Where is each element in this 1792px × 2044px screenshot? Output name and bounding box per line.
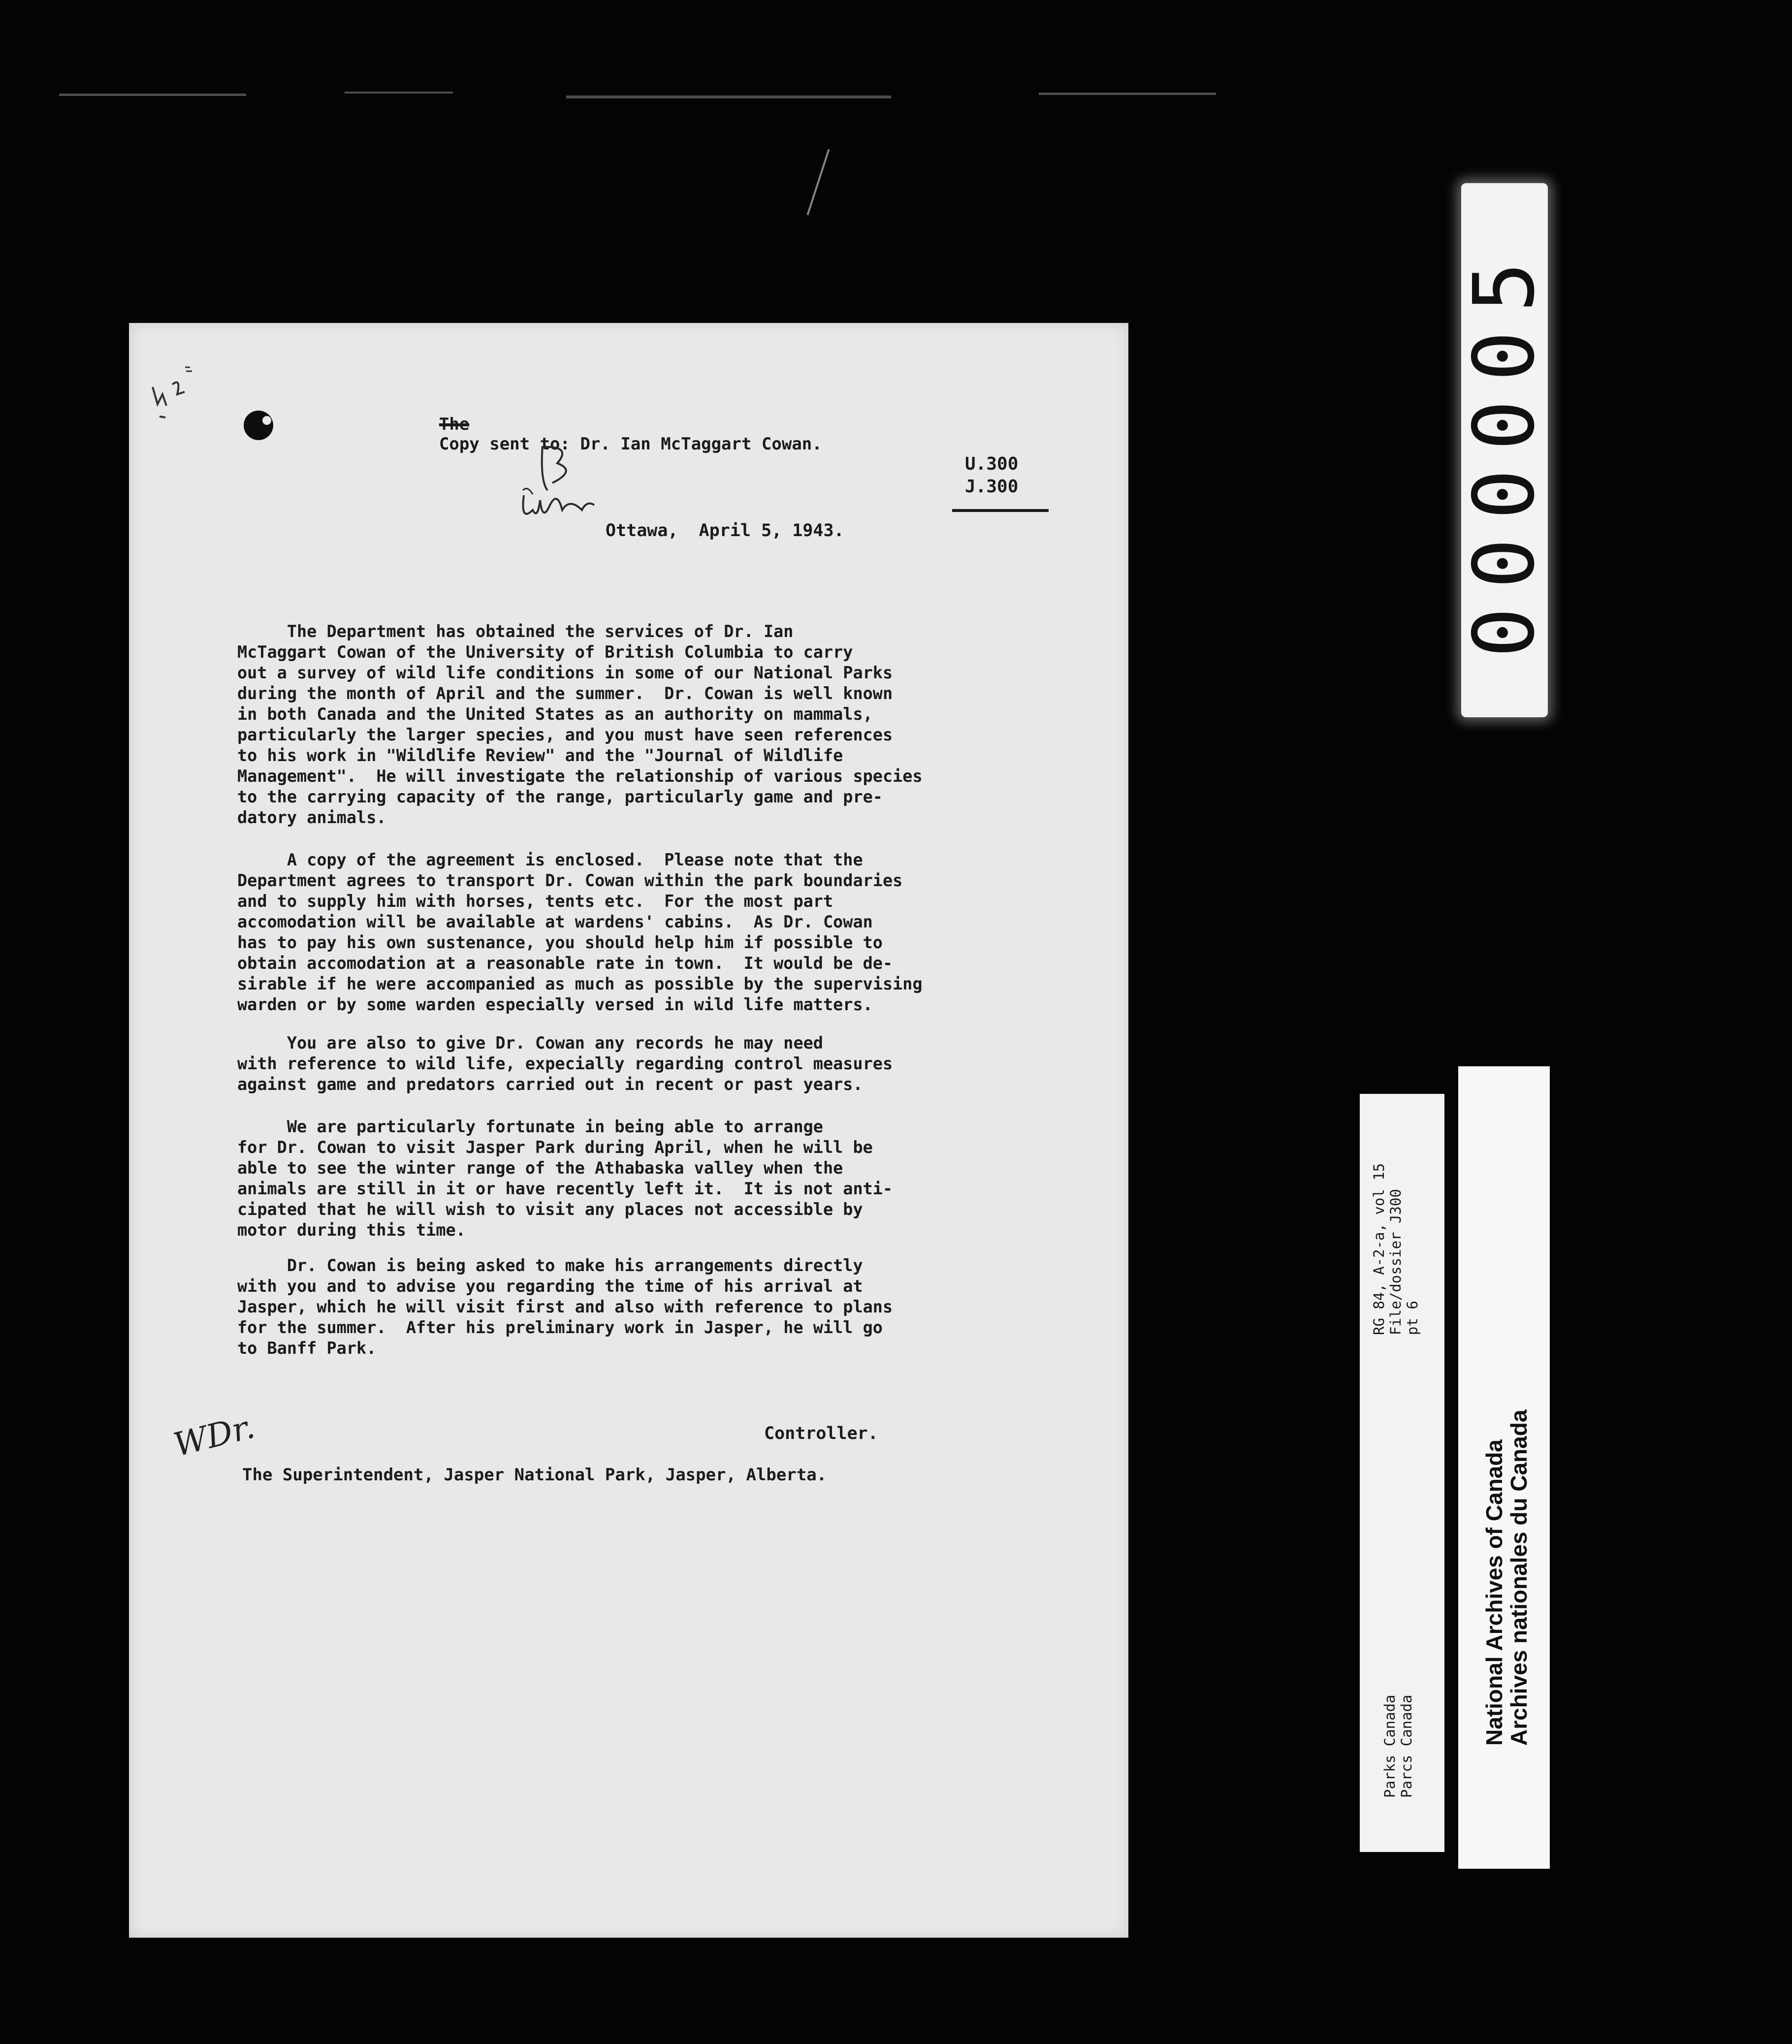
text-line: in both Canada and the United States as an authority on mammals, <box>237 704 873 724</box>
text-line: cipated that he will wish to visit any places not accessible by <box>237 1200 863 1219</box>
text-line: Dr. Cowan is being asked to make his arrangements directly <box>237 1256 863 1275</box>
text-line: The Department has obtained the services of Dr. Ian <box>237 622 794 641</box>
paragraph-2 <box>237 850 923 1015</box>
frame-number: 000005 <box>1456 243 1553 658</box>
text-line: warden or by some warden especially versed in wild life matters. <box>237 995 873 1014</box>
reference-line-1: RG 84, A-2-a, vol 15 <box>1371 1163 1387 1335</box>
file-code-underline <box>952 509 1049 512</box>
addressee: The Superintendent, Jasper National Park, Jasper, Alberta. <box>242 1465 827 1485</box>
text-line: particularly the larger species, and you must have seen references <box>237 725 893 744</box>
handwritten-initials: WDr. <box>170 1407 258 1464</box>
text-line: Management". He will investigate the relationship of various species <box>237 766 923 786</box>
paragraph-4 <box>237 1117 893 1241</box>
signature-title: Controller. <box>764 1424 878 1443</box>
text-line: to his work in "Wildlife Review" and the "Journal of Wildlife <box>237 746 843 765</box>
text-line: to Banff Park. <box>237 1339 377 1358</box>
text-line: for the summer. After his preliminary work in Jasper, he will go <box>237 1318 883 1337</box>
film-scratch <box>345 92 453 94</box>
text-line: You are also to give Dr. Cowan any records he may need <box>237 1033 823 1053</box>
text-line: A copy of the agreement is enclosed. Please note that the <box>237 850 863 869</box>
text-line: to the carrying capacity of the range, particularly game and pre- <box>237 787 883 806</box>
department-en: Parks Canada <box>1381 1694 1398 1798</box>
text-line: motor during this time. <box>237 1220 466 1240</box>
file-code-2: J.300 <box>965 477 1019 497</box>
text-line: sirable if he were accompanied as much as possible by the supervising <box>237 974 923 993</box>
text-line: and to supply him with horses, tents etc. For the most part <box>237 892 833 911</box>
copy-line <box>399 395 822 474</box>
paragraph-3 <box>237 1033 893 1095</box>
handwritten-initials-top <box>513 436 602 530</box>
paragraph-5 <box>237 1255 893 1359</box>
text-line: Jasper, which he will visit first and also with reference to plans <box>237 1297 893 1316</box>
film-scratch <box>806 149 830 215</box>
text-line: animals are still in it or have recently left it. It is not anti- <box>237 1179 893 1198</box>
struck-word: The <box>439 415 470 434</box>
text-line: during the month of April and the summer. Dr. Cowan is well known <box>237 684 893 703</box>
text-line: McTaggart Cowan of the University of British Columbia to carry <box>237 642 853 662</box>
dateline: Ottawa, April 5, 1943. <box>606 521 844 541</box>
archives-name-en: National Archives of Canada <box>1481 1439 1507 1746</box>
archives-name-fr: Archives nationales du Canada <box>1506 1409 1532 1746</box>
department-fr: Parcs Canada <box>1398 1694 1415 1798</box>
hole-punch-mark <box>241 406 276 445</box>
text-line: with you and to advise you regarding the time of his arrival at <box>237 1277 863 1296</box>
film-scratch <box>1039 93 1216 95</box>
frame-number-strip <box>1456 183 1553 717</box>
text-line: has to pay his own sustenance, you should help him if possible to <box>237 933 883 952</box>
text-line: able to see the winter range of the Athabaska valley when the <box>237 1158 843 1178</box>
file-code-1: U.300 <box>965 454 1019 474</box>
reference-line-2: File/dossier J300 <box>1387 1189 1404 1335</box>
paragraph-1 <box>237 621 923 828</box>
text-line: We are particularly fortunate in being able to arrange <box>237 1117 823 1136</box>
margin-handwritten-mark <box>143 357 202 426</box>
film-scratch <box>566 96 891 98</box>
reference-label <box>1360 1094 1444 1852</box>
reference-line-3: pt 6 <box>1404 1301 1421 1335</box>
text-line: against game and predators carried out in recent or past years. <box>237 1075 863 1094</box>
text-line: accomodation will be available at wardens' cabins. As Dr. Cowan <box>237 912 873 931</box>
text-line: obtain accomodation at a reasonable rate in town. It would be de- <box>237 954 893 973</box>
text-line: for Dr. Cowan to visit Jasper Park during April, when he will be <box>237 1138 873 1157</box>
text-line: Department agrees to transport Dr. Cowan within the park boundaries <box>237 871 903 890</box>
text-line: datory animals. <box>237 808 386 827</box>
letter-page <box>129 323 1128 1938</box>
archives-label <box>1458 1066 1550 1869</box>
text-line: with reference to wild life, expecially regarding control measures <box>237 1054 893 1073</box>
film-scratch <box>59 94 246 96</box>
text-line: out a survey of wild life conditions in some of our National Parks <box>237 663 893 682</box>
copy-recipient: Copy sent to: Dr. Ian McTaggart Cowan. <box>439 434 822 454</box>
